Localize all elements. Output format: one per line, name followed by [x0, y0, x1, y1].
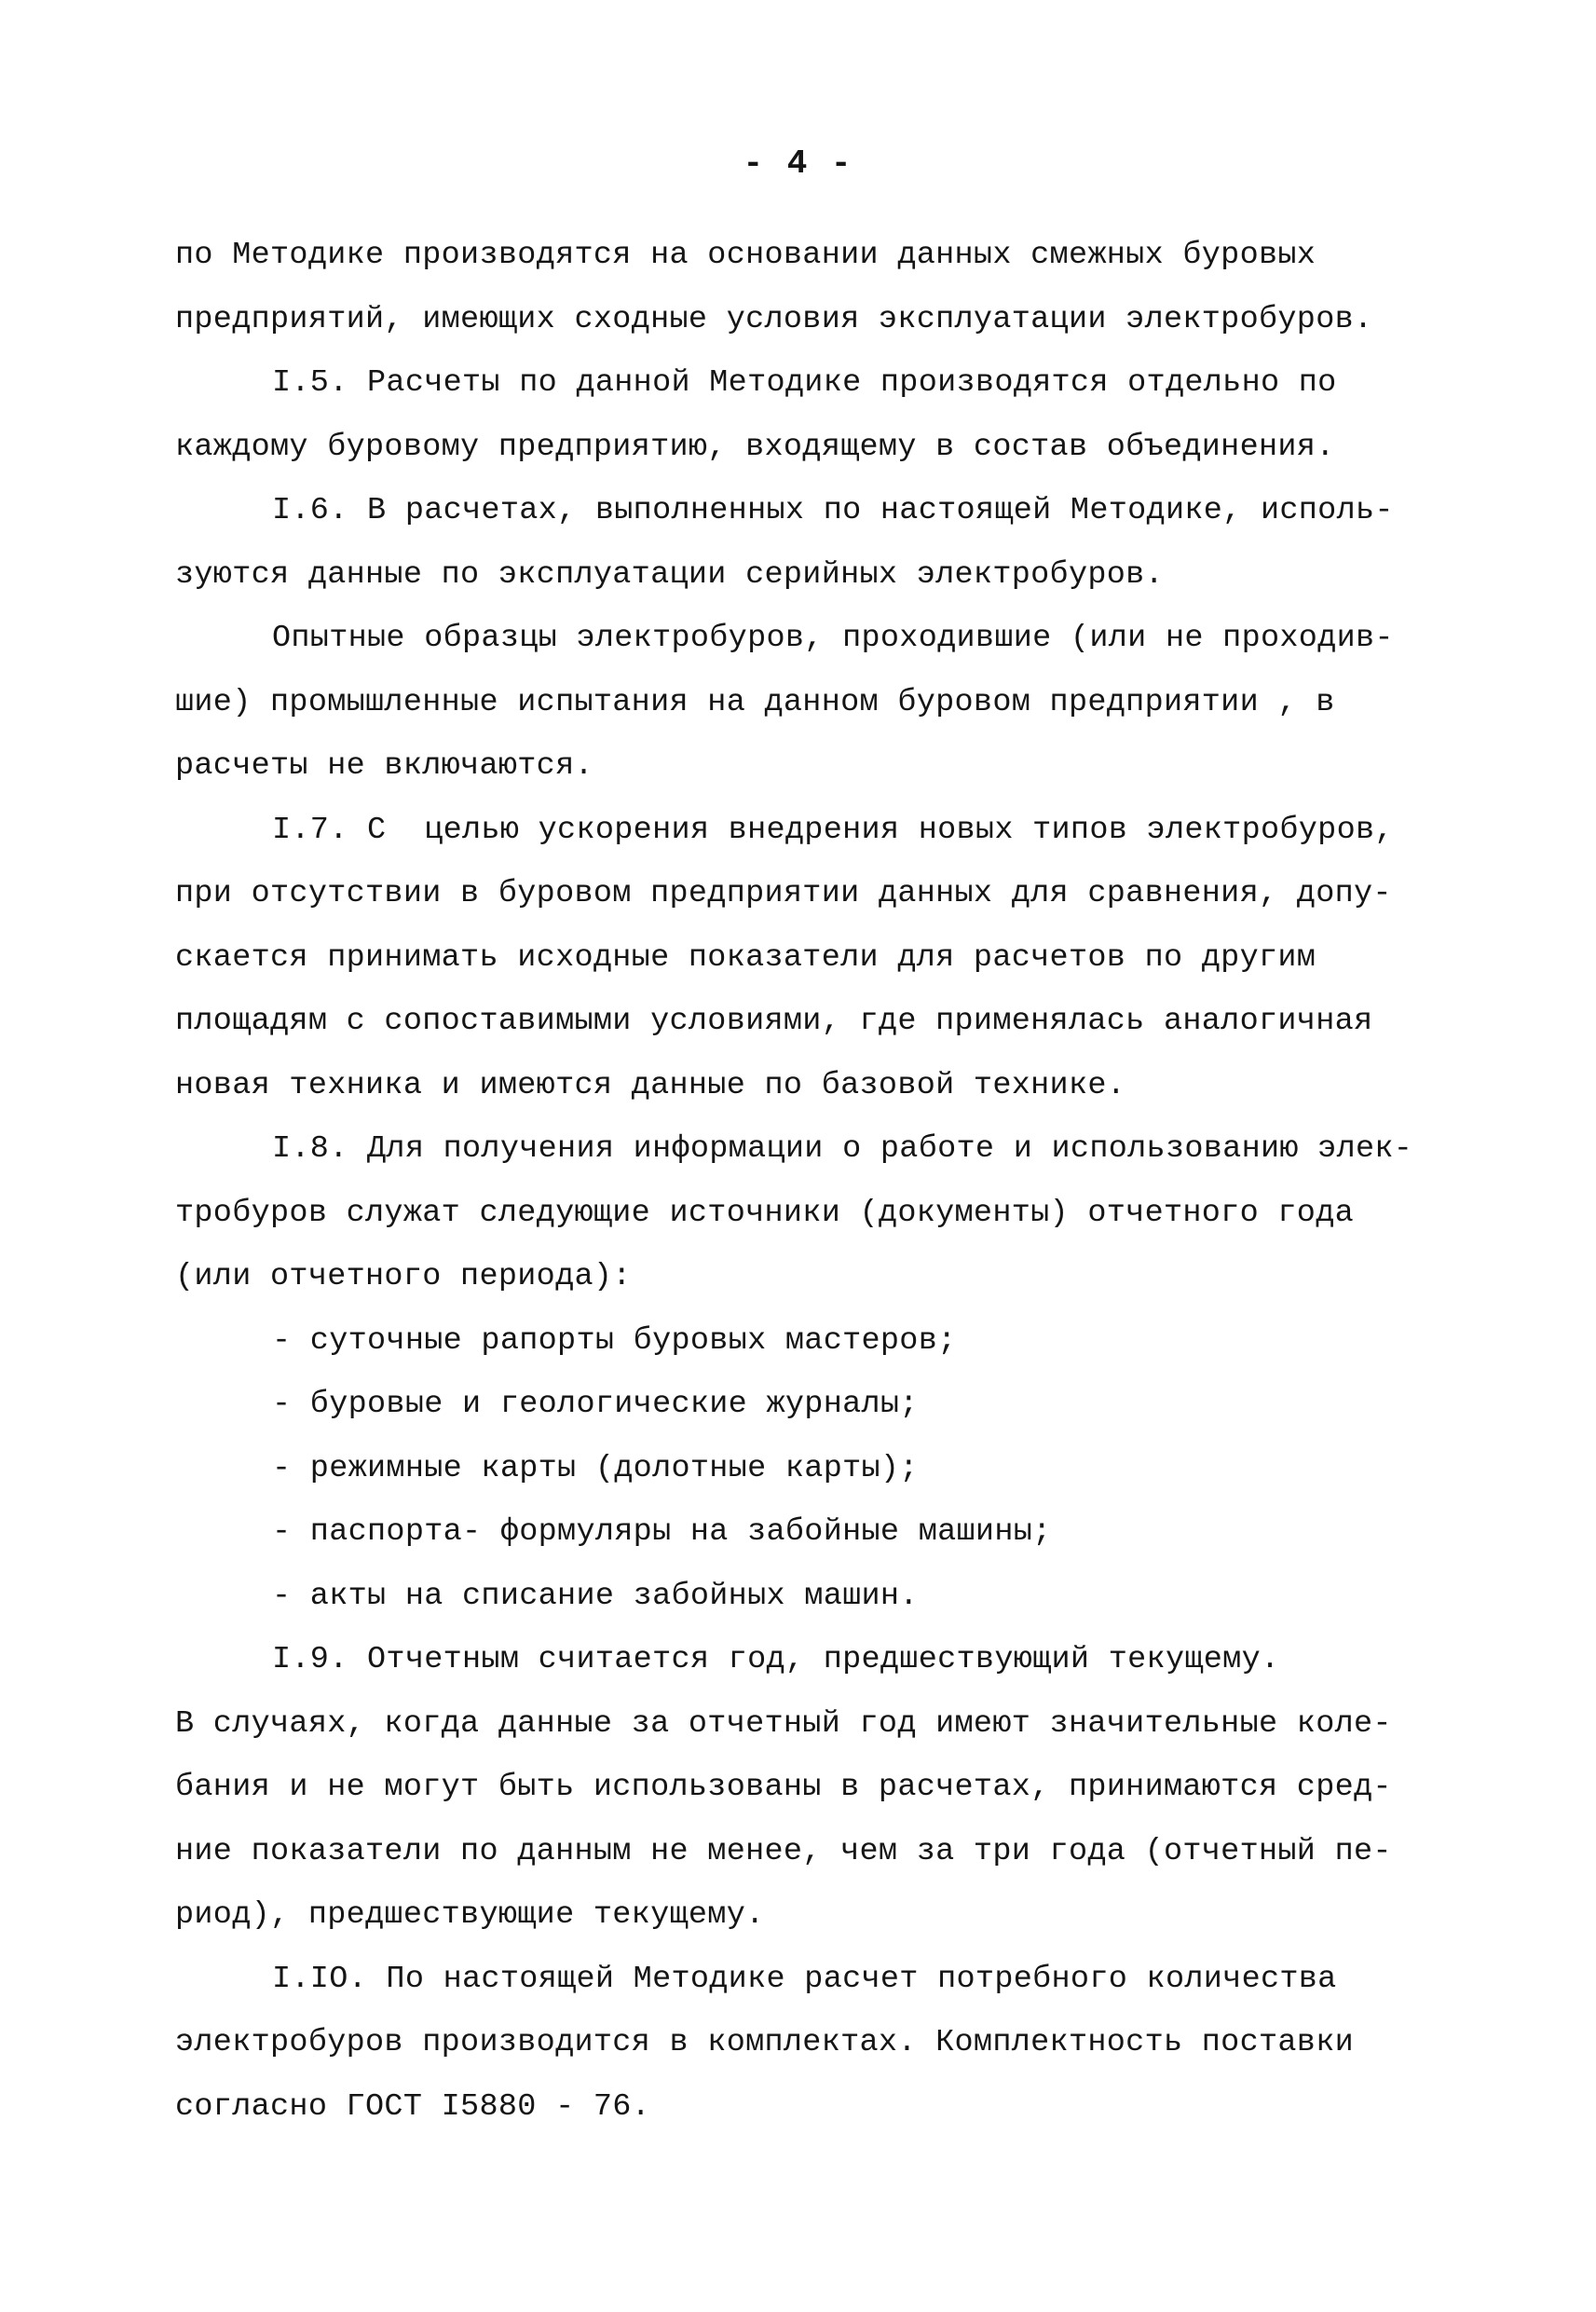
clause-1-7-line-4: площадям с сопоставимыми условиями, где применялась аналогичная [175, 1004, 1373, 1039]
text-line-2: предприятий, имеющих сходные условия эксплуатации электробуров. [175, 301, 1373, 337]
clause-1-8-line-2: тробуров служат следующие источники (документы) отчетного года [175, 1195, 1355, 1231]
clause-1-5-line-1: I.5. Расчеты по данной Методике производятся отдельно по [272, 365, 1337, 401]
list-item: - режимные карты (долотные карты); [272, 1450, 919, 1486]
clause-1-8-line-1: I.8. Для получения информации о работе и использованию элек- [272, 1131, 1413, 1167]
clause-1-9-line-3: бания и не могут быть использованы в расчетах, принимаются сред- [175, 1770, 1392, 1805]
list-item: - акты на списание забойных машин. [272, 1578, 919, 1614]
clause-1-7-line-5: новая техника и имеются данные по базовой технике. [175, 1067, 1126, 1103]
list-item: - буровые и геологические журналы; [272, 1387, 919, 1422]
clause-1-5-line-2: каждому буровому предприятию, входящему в состав объединения. [175, 429, 1335, 465]
paragraph-prototypes-line-1: Опытные образцы электробуров, проходившие (или не проходив- [272, 621, 1394, 656]
page-number: - 4 - [743, 144, 853, 183]
list-item: - паспорта- формуляры на забойные машины; [272, 1514, 1052, 1550]
text-line-1: по Методике производятся на основании данных смежных буровых [175, 238, 1316, 273]
clause-1-9-line-4: ние показатели по данным не менее, чем за три года (отчетный пе- [175, 1833, 1392, 1869]
clause-1-9-line-1: I.9. Отчетным считается год, предшествующий текущему. [272, 1642, 1280, 1677]
clause-1-9-line-5: риод), предшествующие текущему. [175, 1897, 765, 1933]
list-item: - суточные рапорты буровых мастеров; [272, 1322, 957, 1359]
clause-1-6-line-1: I.6. В расчетах, выполненных по настоящей Методике, исполь- [272, 493, 1394, 528]
clause-1-6-line-2: зуются данные по эксплуатации серийных электробуров. [175, 556, 1164, 593]
clause-1-7-line-1: I.7. С целью ускорения внедрения новых типов электробуров, [272, 812, 1394, 848]
body-text [175, 224, 1452, 2139]
clause-1-10-line-1: I.IO. По настоящей Методике расчет потребного количества [272, 1961, 1337, 1997]
clause-1-10-line-2: электробуров производится в комплектах. Комплектность поставки [175, 2025, 1355, 2060]
paragraph-prototypes-line-3: расчеты не включаются. [175, 748, 593, 784]
clause-1-8-line-3: (или отчетного периода): [175, 1259, 632, 1294]
paragraph-prototypes-line-2: шие) промышленные испытания на данном буровом предприятии , в [175, 684, 1335, 720]
clause-1-9-line-2: В случаях, когда данные за отчетный год имеют значительные коле- [175, 1705, 1392, 1742]
clause-1-7-line-3: скается принимать исходные показатели для расчетов по другим [175, 939, 1316, 976]
clause-1-7-line-2: при отсутствии в буровом предприятии данных для сравнения, допу- [175, 876, 1392, 911]
clause-1-10-line-3: согласно ГОСТ I5880 - 76. [175, 2088, 651, 2125]
